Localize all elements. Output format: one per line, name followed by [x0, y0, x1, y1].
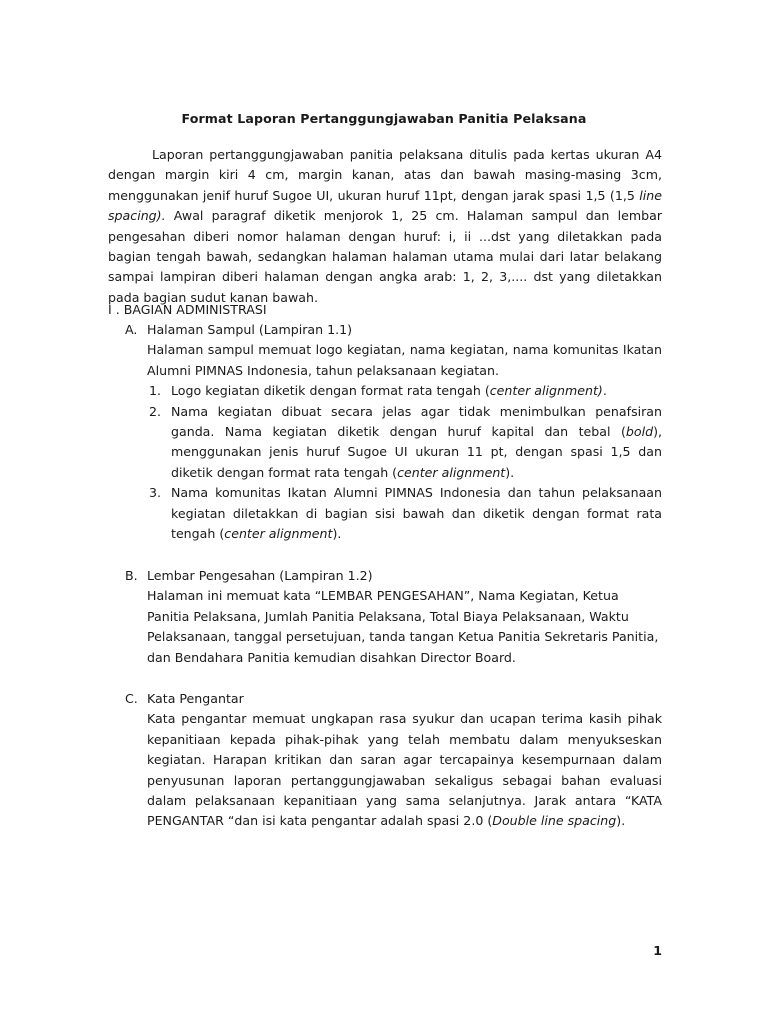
section-a-list	[147, 381, 662, 544]
section-b-paragraph: Halaman ini memuat kata “LEMBAR PENGESAHAN”, Nama Kegiatan, Ketua Panitia Pelaksana, Jumlah Panitia Pelaksana, Total Biaya Pelaksanaan, Waktu Pelaksanaan, tanggal persetujuan, tanda tangan Ketua Panitia Sekretaris Panitia, dan Bendahara Panitia kemudian disahkan Director Board.	[147, 588, 659, 665]
intro-italic: line spacing).	[108, 187, 662, 224]
list-item: 2. Nama kegiatan dibuat secara jelas agar tidak menimbulkan penafsiran ganda. Nama kegiatan diketik dengan huruf kapital dan tebal (bold), menggunakan jenis huruf Sugoe UI ukuran 11 pt, dengan spasi 1,5 dan diketik dengan format rata tengah (center alignment).	[149, 403, 662, 480]
section-c	[125, 689, 662, 832]
list-item: 1. Logo kegiatan diketik dengan format rata tengah (center alignment).	[149, 383, 607, 399]
intro-paragraph: Laporan pertanggungjawaban panitia pelaksana ditulis pada kertas ukuran A4 dengan margin kiri 4 cm, margin kanan, atas dan bawah masing-masing 3cm, menggunakan jenif huruf Sugoe UI, ukuran huruf 11pt, dengan jarak spasi 1,5 (1,5 line spacing). Awal paragraf diketik menjorok 1, 25 cm. Halaman sampul dan lembar pengesahan diberi nomor halaman dengan huruf: i, ii ...dst yang diletakkan pada bagian tengah bawah, sedangkan halaman halaman utama mulai dari latar belakang sampai lampiran diberi halaman dengan angka arab: 1, 2, 3,.... dst yang diletakkan pada bagian sudut kanan bawah.	[108, 147, 662, 305]
section-c-letter: C.	[125, 691, 138, 706]
document-title: Format Laporan Pertanggungjawaban Panitia Pelaksana	[181, 111, 587, 126]
section-a	[125, 320, 662, 544]
section-c-paragraph: Kata pengantar memuat ungkapan rasa syukur dan ucapan terima kasih pihak kepanitiaan kepada pihak-pihak yang telah membatu dalam menyukseskan kegiatan. Harapan kritikan dan saran agar tercapainya kesempurnaan dalam penyusunan laporan pertanggungjawaban sekaligus sebagai bahan evaluasi dalam pelaksanaan kepanitiaan yang sama selanjutnya. Jarak antara “KATA PENGANTAR “dan isi kata pengantar adalah spasi 2.0 (Double line spacing).	[147, 711, 662, 829]
list-item: 3. Nama komunitas Ikatan Alumni PIMNAS Indonesia dan tahun pelaksanaan kegiatan diletakkan di bagian sisi bawah dan diketik dengan format rata tengah (center alignment).	[149, 485, 662, 542]
section-a-title: Halaman Sampul (Lampiran 1.1)	[147, 322, 353, 337]
section-a-heading	[125, 320, 662, 340]
section-c-heading	[125, 689, 662, 709]
section-b-letter: B.	[125, 568, 138, 583]
section-a-letter: A.	[125, 322, 138, 337]
section-b	[125, 566, 662, 668]
section-b-heading	[125, 566, 662, 586]
section-a-paragraph: Halaman sampul memuat logo kegiatan, nama kegiatan, nama komunitas Ikatan Alumni PIMNAS Indonesia, tahun pelaksanaan kegiatan.	[147, 342, 662, 378]
section-c-title: Kata Pengantar	[147, 691, 244, 706]
section-b-title: Lembar Pengesahan (Lampiran 1.2)	[147, 568, 373, 583]
page-number: 1	[653, 943, 662, 958]
section-heading-administrasi: I . BAGIAN ADMINISTRASI	[108, 302, 267, 317]
